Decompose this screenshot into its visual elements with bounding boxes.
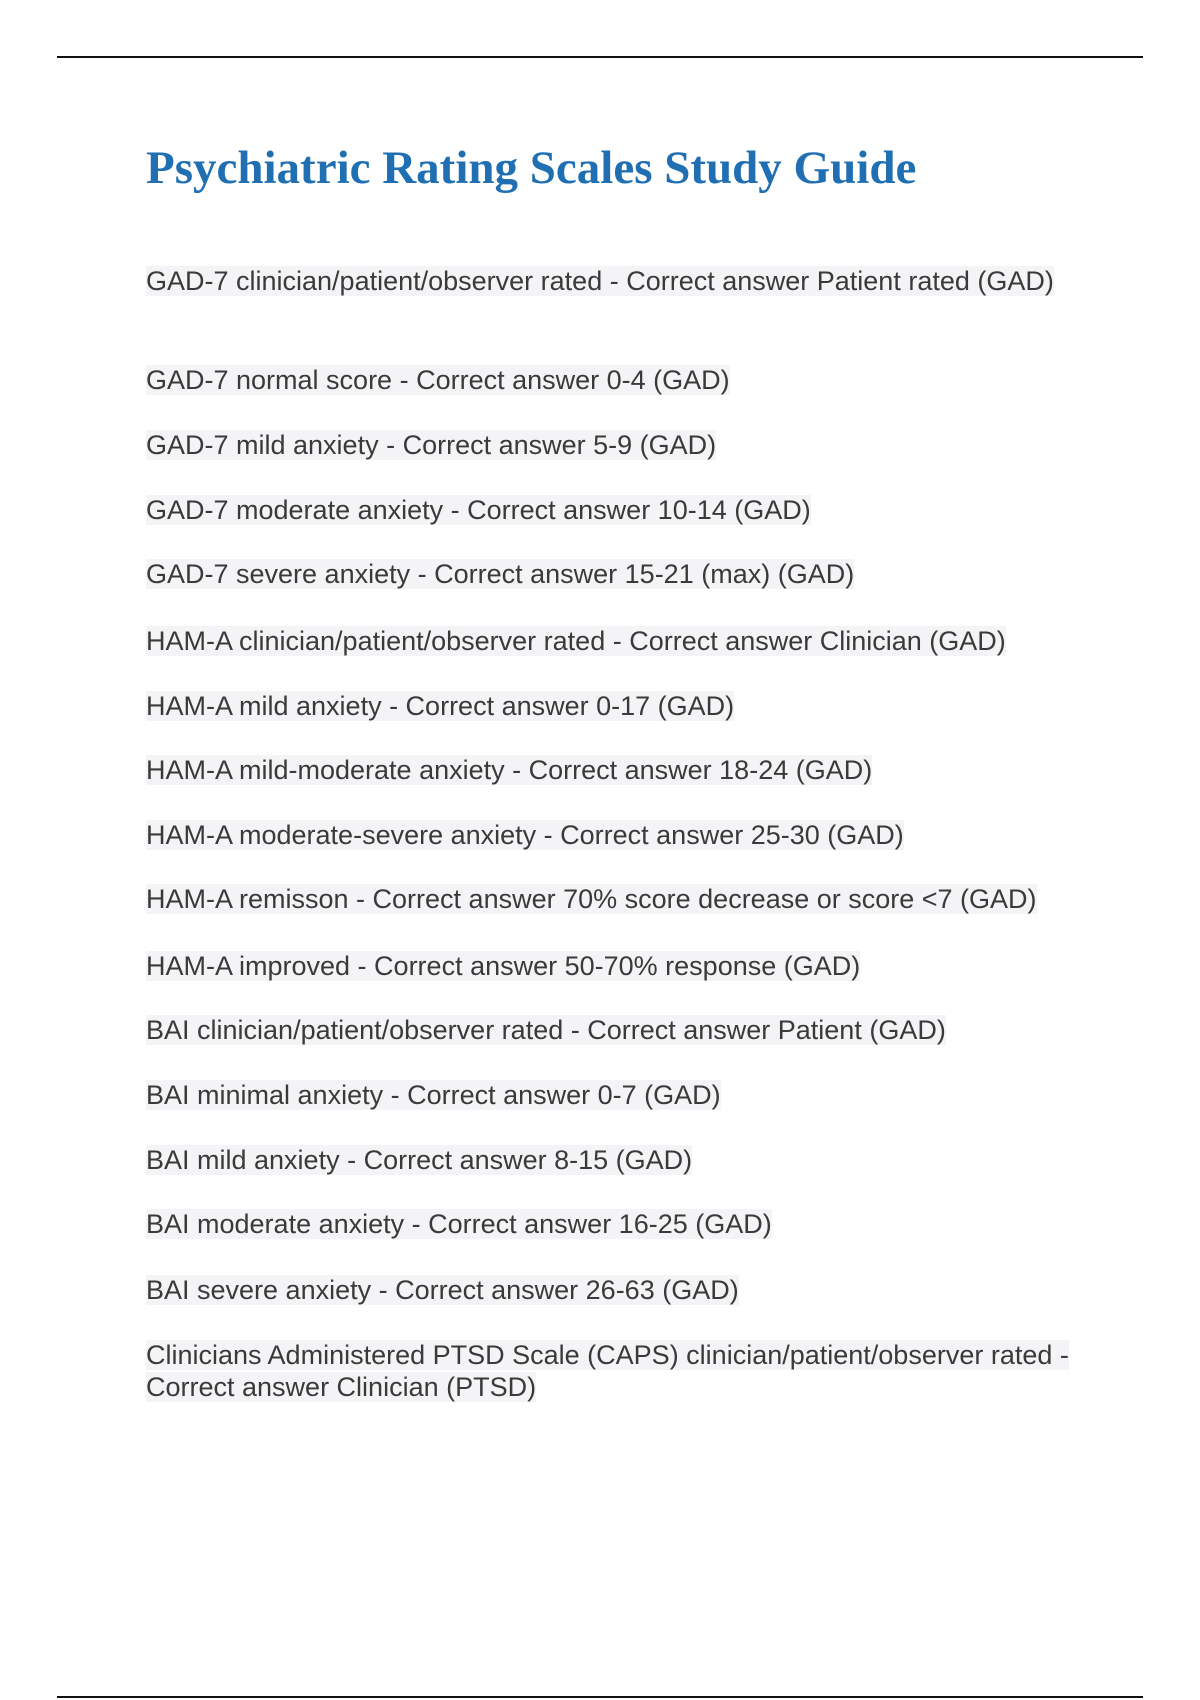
qa-item-text: BAI clinician/patient/observer rated - Correct answer Patient (GAD) — [146, 1015, 946, 1045]
qa-item — [146, 690, 1086, 722]
qa-item — [146, 1079, 1086, 1111]
qa-item — [146, 754, 1086, 786]
qa-item-text: BAI moderate anxiety - Correct answer 16-25 (GAD) — [146, 1209, 772, 1239]
qa-item-text: HAM-A clinician/patient/observer rated - Correct answer Clinician (GAD) — [146, 626, 1006, 656]
qa-item — [146, 1144, 1086, 1176]
qa-item — [146, 364, 1086, 396]
qa-item-text: HAM-A mild anxiety - Correct answer 0-17 (GAD) — [146, 691, 735, 721]
qa-item — [146, 494, 1086, 526]
top-rule — [57, 56, 1143, 58]
qa-item — [146, 558, 1086, 590]
qa-item — [146, 265, 1086, 297]
qa-item-text: GAD-7 severe anxiety - Correct answer 15-21 (max) (GAD) — [146, 559, 855, 589]
qa-item — [146, 883, 1086, 915]
qa-item — [146, 1014, 1086, 1046]
qa-item-text: HAM-A improved - Correct answer 50-70% response (GAD) — [146, 951, 861, 981]
qa-item-text: GAD-7 mild anxiety - Correct answer 5-9 (GAD) — [146, 430, 717, 460]
qa-item-text: GAD-7 moderate anxiety - Correct answer 10-14 (GAD) — [146, 495, 811, 525]
qa-item-text: GAD-7 clinician/patient/observer rated - Correct answer Patient rated (GAD) — [146, 266, 1054, 296]
qa-item — [146, 819, 1086, 851]
qa-item — [146, 950, 1086, 982]
qa-item — [146, 1339, 1086, 1403]
qa-item-text: HAM-A mild-moderate anxiety - Correct answer 18-24 (GAD) — [146, 755, 873, 785]
qa-item — [146, 1274, 1086, 1306]
qa-item-text: GAD-7 normal score - Correct answer 0-4 (GAD) — [146, 365, 730, 395]
bottom-rule — [57, 1696, 1143, 1698]
qa-item — [146, 429, 1086, 461]
qa-item-text: HAM-A remisson - Correct answer 70% score decrease or score <7 (GAD) — [146, 884, 1037, 914]
qa-item — [146, 1208, 1086, 1240]
qa-item — [146, 625, 1086, 657]
qa-item-text: Clinicians Administered PTSD Scale (CAPS) clinician/patient/observer rated - Correct answer Clinician (PTSD) — [146, 1340, 1069, 1402]
page-title: Psychiatric Rating Scales Study Guide — [146, 142, 917, 194]
qa-item-text: HAM-A moderate-severe anxiety - Correct answer 25-30 (GAD) — [146, 820, 904, 850]
qa-item-text: BAI severe anxiety - Correct answer 26-63 (GAD) — [146, 1275, 739, 1305]
qa-item-text: BAI minimal anxiety - Correct answer 0-7 (GAD) — [146, 1080, 721, 1110]
qa-item-text: BAI mild anxiety - Correct answer 8-15 (GAD) — [146, 1145, 693, 1175]
